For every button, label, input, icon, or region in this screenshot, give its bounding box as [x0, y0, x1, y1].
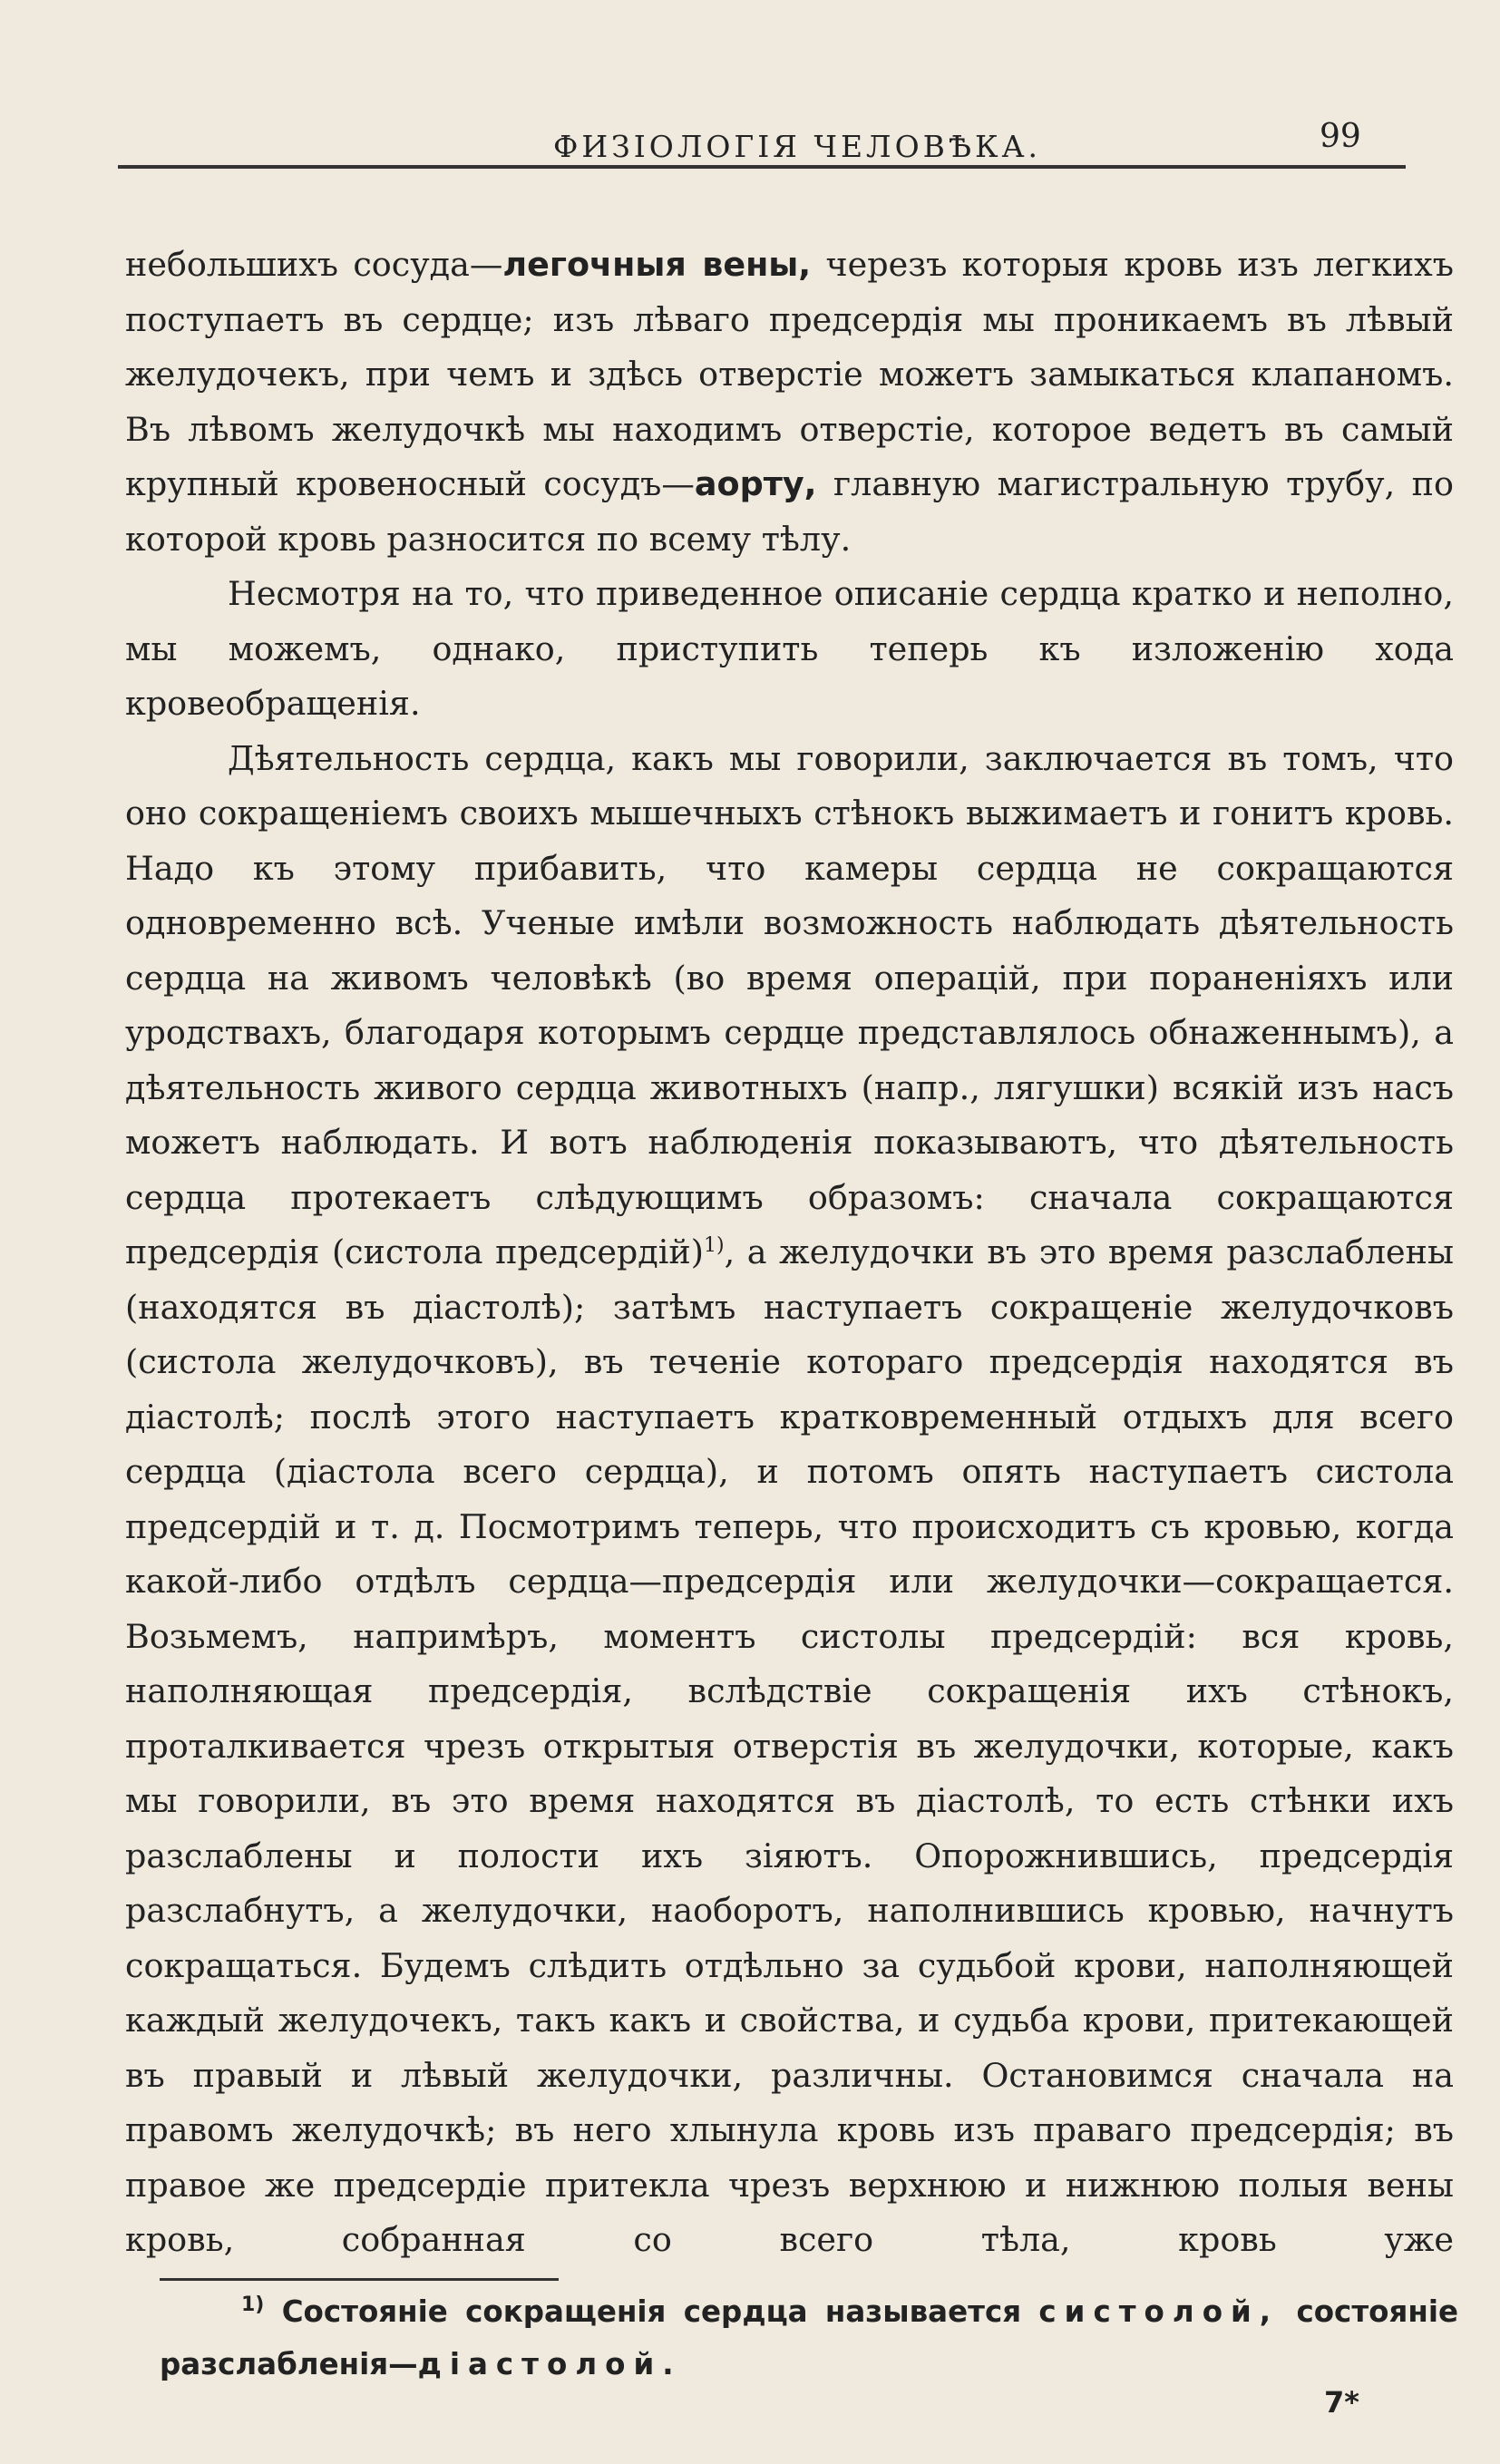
footnote-rule — [160, 2278, 559, 2281]
paragraph-2: Несмотря на то, что приведенное описаніе сердца кратко и неполно, мы можемъ, однако, приступить теперь къ изложенію хода кровеобращенія. — [125, 574, 1454, 723]
paragraph-1 — [125, 238, 1454, 567]
term-pulmonary-veins: легочныя вены, — [502, 245, 812, 284]
footnote-text-1: Состояніе сокращенія сердца называется — [264, 2294, 1039, 2329]
footnote-text-2: состояніе разслабленія— — [160, 2294, 1458, 2381]
term-aorta: аорту, — [694, 464, 817, 503]
p3-text-2: , а желудочки въ это время разслаблены (находятся въ діастолѣ); затѣмъ наступаетъ сокращеніе желудочковъ (систола желудочковъ), въ теченіе котораго предсердія находятся въ діастолѣ; послѣ этого наступаетъ кратковременный отдыхъ для всего сердца (діастола всего сердца), и потомъ опять наступаетъ систола предсердій и т. д. Посмотримъ теперь, что происходитъ съ кровью, когда какой-либо отдѣлъ сердца—предсердія или желудочки—сокращается. Возьмемъ, напримѣръ, моментъ систолы предсердій: вся кровь, наполняющая предсердія, вслѣдствіе сокращенія ихъ стѣнокъ, проталкивается чрезъ открытыя отверстія въ желудочки, которые, какъ мы говорили, въ это время находятся въ діастолѣ, то есть стѣнки ихъ разслаблены и полости ихъ зіяютъ. Опорожнившись, предсердія разслабнутъ, а желудочки, наоборотъ, наполнившись кровью, начнутъ сокращаться. Будемъ слѣдить отдѣльно за судьбой крови, наполняющей каждый желудочекъ, такъ какъ и свойства, и судьба крови, притекающей въ правый и лѣвый желудочки, различны. Остановимся сначала на правомъ желудочкѣ; въ него хлынула кровь изъ праваго предсердія; въ правое же предсердіе притекла чрезъ верхнюю и нижнюю полыя вены кровь, собранная со всего тѣла, кровь уже — [125, 1232, 1454, 2259]
term-systole: систолой, — [1038, 2294, 1280, 2329]
signature-mark: 7* — [1324, 2385, 1359, 2420]
page-number: 99 — [1320, 118, 1361, 155]
footnote-text — [160, 2285, 1458, 2391]
p3-text-1: Дѣятельность сердца, какъ мы говорили, заключается въ томъ, что оно сокращеніемъ своихъ мышечныхъ стѣнокъ выжимаетъ и гонитъ кровь. Надо къ этому прибавить, что камеры сердца не сокращаются одновременно всѣ. Ученые имѣли возможность наблюдать дѣятельность сердца на живомъ человѣкѣ (во время операцій, при пораненіяхъ или уродствахъ, благодаря которымъ сердце представлялось обнаженнымъ), а дѣятельность живого сердца животныхъ (напр., лягушки) всякій изъ насъ можетъ наблюдать. И вотъ наблюденія показываютъ, что дѣятельность сердца протекаетъ слѣдующимъ образомъ: сначала сокращаются предсердія (систола предсердій) — [125, 738, 1454, 1271]
footnote-ref: 1) — [704, 1233, 725, 1257]
p1-text-1: небольшихъ сосуда— — [125, 245, 503, 284]
page-header — [118, 109, 1406, 172]
term-diastole: діастолой. — [417, 2347, 682, 2381]
p1-text-3: главную магистральную трубу, по которой кровь разносится по всему тѣлу. — [125, 464, 1454, 559]
header-rule — [118, 165, 1406, 169]
body-text — [125, 238, 1454, 2268]
running-title: ФИЗІОЛОГІЯ ЧЕЛОВѢКА. — [553, 129, 1042, 164]
footnote-marker: 1) — [241, 2294, 265, 2317]
paragraph-3 — [125, 732, 1454, 2268]
p1-text-2: черезъ которыя кровь изъ легкихъ поступаетъ въ сердце; изъ лѣваго предсердія мы проникаемъ въ лѣвый желудочекъ, при чемъ и здѣсь отверстіе можетъ замыкаться клапаномъ. Въ лѣвомъ желудочкѣ мы находимъ отверстіе, которое ведетъ въ самый крупный кровеносный сосудъ— — [125, 245, 1454, 503]
footnote — [160, 2285, 1458, 2391]
